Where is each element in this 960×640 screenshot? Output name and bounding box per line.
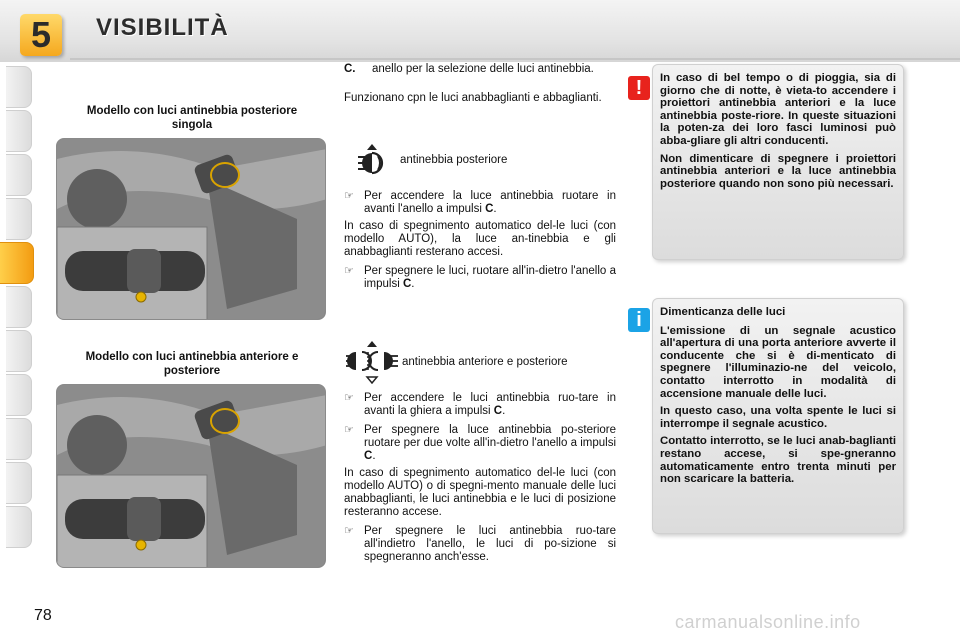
pointing-hand-icon: ☞ bbox=[344, 265, 354, 277]
chapter-tab[interactable] bbox=[6, 198, 32, 240]
rear-fog-row bbox=[344, 142, 507, 178]
list-item: ☞ Per spegnere la luce antinebbia po-steriore ruotare per due volte all'in-dietro l'anello a impulsi C. bbox=[344, 424, 616, 462]
pointing-hand-icon: ☞ bbox=[344, 190, 354, 202]
front-rear-auto-text: In caso di spegnimento automatico del-le luci (con modello AUTO) o di spegni-mento manuale delle luci anabbaglianti, le luci antinebbia e le luci di posizione resteranno accese. bbox=[344, 467, 616, 518]
list-item: ☞ Per accendere la luce antinebbia ruotare in avanti l'anello a impulsi C. bbox=[344, 190, 616, 215]
info-heading: Dimenticanza delle luci bbox=[660, 306, 786, 318]
watermark: carmanualsonline.info bbox=[675, 612, 861, 632]
info-icon: i bbox=[628, 308, 650, 332]
rear-fog-label: antinebbia posteriore bbox=[400, 153, 508, 166]
header-divider bbox=[70, 58, 960, 60]
front-rear-fog-light-icon bbox=[344, 340, 400, 384]
info-text-2: In questo caso, una volta spente le luci si interrompe il segnale acustico. bbox=[660, 405, 896, 430]
chapter-tab[interactable] bbox=[6, 286, 32, 328]
pointing-hand-icon: ☞ bbox=[344, 424, 354, 436]
ring-description bbox=[344, 63, 616, 76]
list-item: ☞ Per accendere le luci antinebbia ruo-tare in avanti la ghiera a impulsi C. bbox=[344, 392, 616, 417]
front-rear-fog-instructions bbox=[344, 392, 616, 564]
front-rear-fog-row bbox=[344, 340, 572, 384]
rear-auto-text: In caso di spegnimento automatico del-le luci (con modello AUTO), la luce an-tinebbia e gli anabbaglianti resterano accesi. bbox=[344, 220, 616, 258]
stalk-illustration bbox=[57, 385, 326, 568]
chapter-badge bbox=[20, 14, 62, 56]
info-text-1: L'emissione di un segnale acustico all'apertura di una porta anteriore avverte il conducente che si è di-menticato di spegnere l'illuminazio-ne del veicolo, contatto interrotto in modalità di accensione manuale delle luci. bbox=[660, 324, 896, 400]
page-title: VISIBILITÀ bbox=[96, 14, 229, 41]
chapter-tab[interactable] bbox=[6, 66, 32, 108]
info-text-3: Contatto interrotto, se le luci anab-baglianti restano accese, si spe-gneranno automaticamente entro trenta minuti per non scaricare la batteria. bbox=[660, 435, 896, 486]
list-item: ☞ Per spegnere le luci antinebbia ruo-tare all'indietro l'anello, le luci di po-sizione si spegneranno anch'esse. bbox=[344, 525, 616, 563]
intro-text: Funzionano cpn le luci anabbaglianti e abbaglianti. bbox=[344, 92, 602, 104]
pointing-hand-icon: ☞ bbox=[344, 525, 354, 537]
caption-single-fog: Modello con luci antinebbia posteriore singola bbox=[86, 105, 298, 131]
photo-double-fog-stalk bbox=[56, 384, 326, 568]
pointing-hand-icon: ☞ bbox=[344, 392, 354, 404]
chapter-tab[interactable] bbox=[6, 154, 32, 196]
chapter-tab[interactable] bbox=[6, 462, 32, 504]
ring-letter: C. bbox=[344, 63, 356, 75]
chapter-number: 5 bbox=[30, 14, 52, 55]
info-panel bbox=[652, 298, 904, 534]
warning-text-2: Non dimenticare di spegnere i proiettori antinebbia anteriori e la luce antinebbia posteriore quando non sono più necessari. bbox=[660, 152, 896, 190]
front-rear-fog-label: antinebbia anteriore e posteriore bbox=[402, 355, 568, 368]
chapter-tab[interactable] bbox=[6, 374, 32, 416]
chapter-tab[interactable] bbox=[6, 418, 32, 460]
photo-single-fog-stalk bbox=[56, 138, 326, 320]
chapter-tab-active[interactable] bbox=[0, 242, 34, 284]
warning-text-1: In caso di bel tempo o di pioggia, sia di giorno che di notte, è vieta-to accendere i proiettori antinebbia anteriori e la luce antinebbia poste-riore. In queste situazioni la poten-za dei loro fasci luminosi può abba-gliare gli altri conducenti. bbox=[660, 72, 896, 147]
ring-text: anello per la selezione delle luci antinebbia. bbox=[372, 63, 594, 75]
chapter-tab[interactable] bbox=[6, 110, 32, 152]
page-number: 78 bbox=[34, 607, 52, 624]
stalk-illustration bbox=[57, 139, 326, 320]
warning-icon: ! bbox=[628, 76, 650, 100]
intro-paragraph bbox=[344, 92, 616, 105]
warning-panel bbox=[652, 64, 904, 260]
list-item: ☞ Per spegnere le luci, ruotare all'in-dietro l'anello a impulsi C. bbox=[344, 265, 616, 290]
chapter-tab[interactable] bbox=[6, 330, 32, 372]
rear-fog-light-icon bbox=[344, 142, 400, 178]
chapter-tab[interactable] bbox=[6, 506, 32, 548]
rear-fog-instructions bbox=[344, 190, 616, 291]
caption-double-fog: Modello con luci antinebbia anteriore e posteriore bbox=[85, 351, 299, 377]
